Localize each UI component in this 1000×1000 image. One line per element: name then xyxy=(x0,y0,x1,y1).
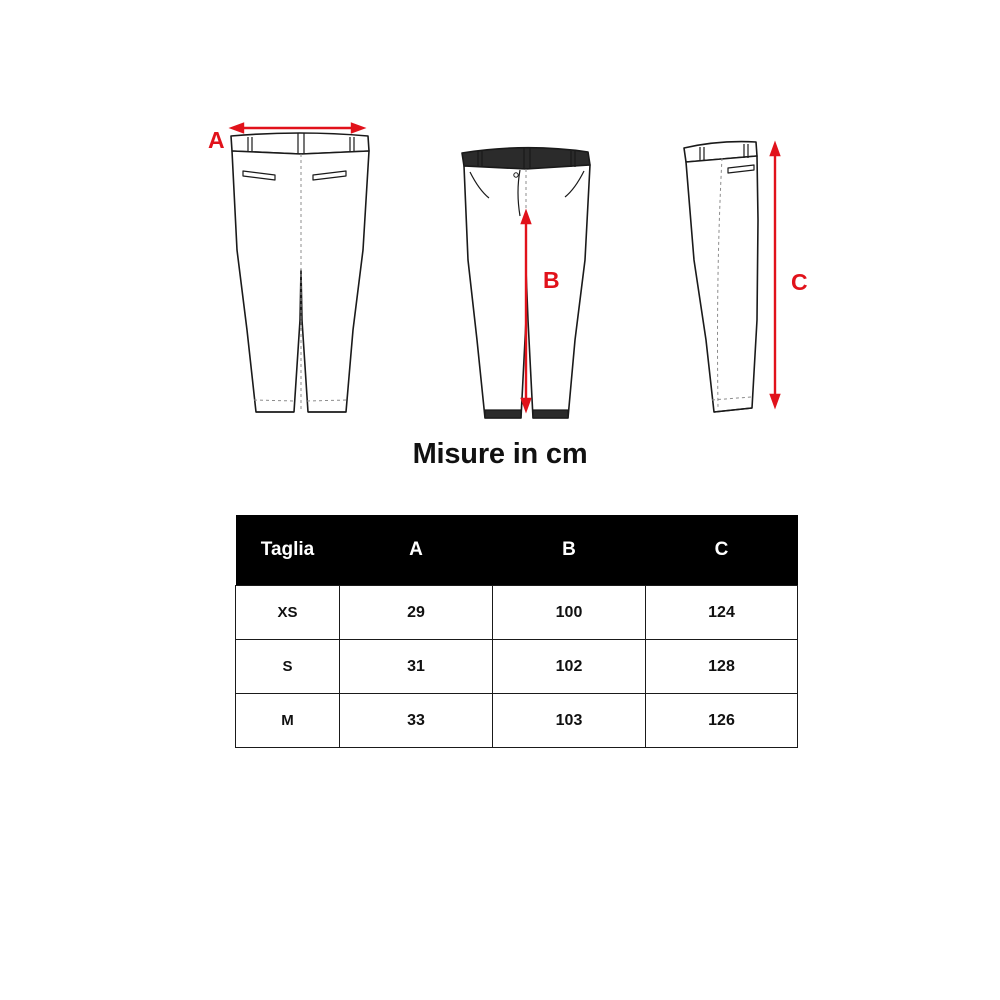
column-header-taglia: Taglia xyxy=(236,515,340,586)
back-view-illustration xyxy=(231,133,369,412)
measure-a-label: A xyxy=(208,127,225,153)
cell-size: M xyxy=(236,694,340,748)
table-header-row xyxy=(236,515,798,586)
cell-a: 29 xyxy=(340,586,493,640)
column-header-b: B xyxy=(493,515,646,586)
measure-b-label: B xyxy=(543,267,560,293)
side-view-illustration xyxy=(684,142,758,412)
cell-c: 124 xyxy=(646,586,798,640)
cell-b: 103 xyxy=(493,694,646,748)
table-row xyxy=(236,586,798,640)
cell-size: S xyxy=(236,640,340,694)
column-header-c: C xyxy=(646,515,798,586)
cell-c: 128 xyxy=(646,640,798,694)
measure-c-arrow xyxy=(771,144,779,406)
cell-a: 33 xyxy=(340,694,493,748)
page-title: Misure in cm xyxy=(412,438,588,470)
size-table xyxy=(235,515,798,748)
cell-a: 31 xyxy=(340,640,493,694)
column-header-a: A xyxy=(340,515,493,586)
measure-c-label: C xyxy=(791,269,808,295)
cell-b: 102 xyxy=(493,640,646,694)
measure-a-arrow xyxy=(232,124,363,132)
trouser-diagram xyxy=(0,20,1000,430)
table-row xyxy=(236,640,798,694)
cell-b: 100 xyxy=(493,586,646,640)
cell-size: XS xyxy=(236,586,340,640)
cell-c: 126 xyxy=(646,694,798,748)
size-table-container xyxy=(235,515,797,748)
table-row xyxy=(236,694,798,748)
